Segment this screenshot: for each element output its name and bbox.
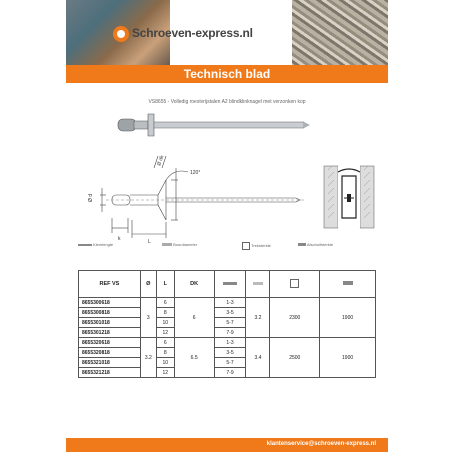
shear-strength-icon (343, 281, 353, 285)
grip-length-icon (78, 244, 92, 246)
technical-drawing (66, 108, 388, 258)
table-row: 8655321218 12 7-9 (79, 368, 376, 378)
table-row: 8655300818 8 3-5 (79, 308, 376, 318)
col-l: L (156, 271, 174, 298)
col-drill (246, 271, 270, 298)
rivet-line-drawing (100, 156, 306, 238)
grip-length-icon (223, 282, 237, 285)
brand-name: Schroeven-express.nl (132, 26, 253, 40)
table-row: 8655320818 8 3-5 (79, 348, 376, 358)
screws-photo (288, 0, 388, 65)
label-d: Ø d (88, 193, 94, 202)
col-d: Ø (140, 271, 156, 298)
col-ref: REF VS (79, 271, 141, 298)
label-angle: 120° (190, 170, 201, 176)
legend-tensile (242, 242, 271, 250)
col-shear (320, 271, 376, 298)
legend-label: Boordiameter (173, 242, 198, 247)
tensile-strength-icon (290, 279, 299, 288)
col-dk: DK (174, 271, 214, 298)
installed-section-view (324, 166, 374, 228)
legend-row (66, 238, 388, 254)
legend-drill (162, 242, 197, 247)
table-row: 8655301218 12 7-9 (79, 328, 376, 338)
legend-label: Afschuifsterkte (306, 242, 334, 247)
title-bar (66, 65, 388, 83)
product-description: VS8655 - Volledig roestvrijstalen A2 blindklinknagel met verzonken kop (148, 99, 306, 105)
footer-bar (66, 438, 388, 452)
table-header-row (79, 271, 376, 298)
label-k: k (118, 236, 121, 242)
table-row: 8655301018 10 5-7 (79, 318, 376, 328)
table-row: 8655321018 10 5-7 (79, 358, 376, 368)
legend-shear (298, 242, 333, 247)
legend-grip (78, 242, 113, 247)
col-tensile (270, 271, 320, 298)
specification-table (78, 270, 376, 378)
col-grip (214, 271, 246, 298)
legend-label: Klemlengte (93, 242, 114, 247)
tensile-strength-icon (242, 242, 250, 250)
shear-strength-icon (298, 243, 306, 246)
rivet-photo (118, 114, 310, 136)
logo-icon (113, 26, 129, 42)
legend-label: Treksterkte (251, 243, 271, 249)
table-row: 8655300618 3 6 6 1-3 3.2 2300 1900 (79, 298, 376, 308)
section-title: Technisch blad (183, 67, 271, 81)
drill-diameter-icon (253, 282, 263, 285)
label-l: L (148, 239, 151, 245)
drill-diameter-icon (162, 243, 172, 246)
table-row: 8655320618 3.2 6 6.5 1-3 3.4 2500 1900 (79, 338, 376, 348)
contact-email-link[interactable]: klantenservice@schroeven-express.nl (266, 441, 376, 447)
label-dk: Ø dk (156, 154, 166, 167)
